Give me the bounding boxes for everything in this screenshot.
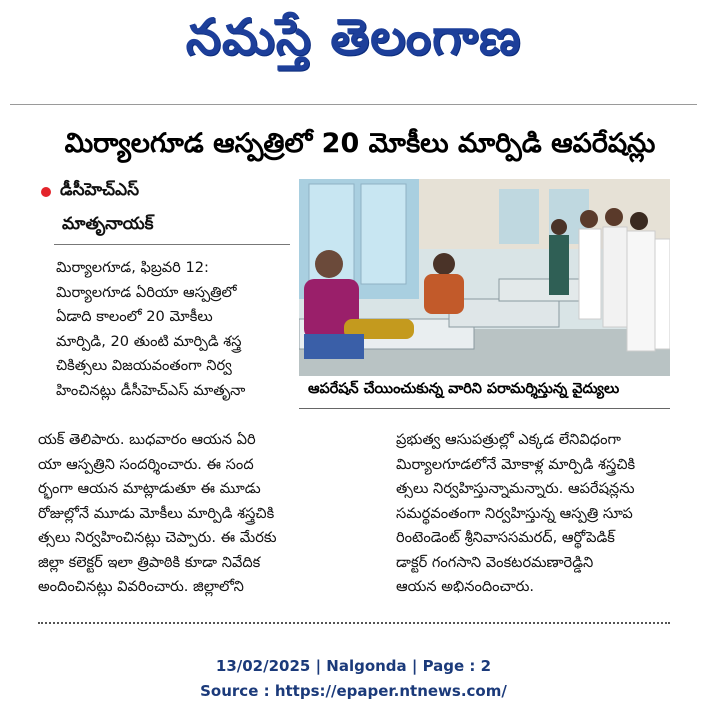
newspaper-masthead: నమస్తే తెలంగాణ [185,8,522,66]
caption-divider [299,408,670,409]
article-body-left-column: యక్ తెలిపారు. బుధవారం ఆయన ఏరి యా ఆస్పత్రిని సందర్శించారు. ఈ సంద ర్భంగా ఆయన మాట్లాడుతూ ఈ మూడు రోజుల్లోనే మూడు మోకీలు మార్పిడి శస్త్రచికి త్సలు నిర్వహించినట్లు చెప్పారు. ఈ మేరకు జిల్లా కలెక్టర్ ఇలా త్రిపాఠికి కూడా నివేదిక అందించినట్లు వివరించారు. జిల్లాలోని [38,431,277,595]
footer-source-link[interactable]: Source : https://epaper.ntnews.com/ [200,682,507,700]
hospital-ward-photo [299,179,670,376]
masthead-divider [10,104,697,105]
article-body-top: మిర్యాలగూడ, ఫిబ్రవరి 12: మిర్యాలగూడ ఏరియా ఆస్పత్రిలో ఏడాది కాలంలో 20 మోకీలు మార్పిడి, 20 తుంటి మార్పిడి శస్త్ర చికిత్సలు విజయవంతంగా నిర్వ హించినట్లు డీసీహెచ్ఎస్ మాతృనా [56,259,246,399]
footer-date-edition: 13/02/2025 | Nalgonda | Page : 2 [215,657,492,675]
photo-caption: ఆపరేషన్ చేయించుకున్న వారిని పరామర్శిస్తున్న వైద్యులు [308,381,620,397]
subhead-name: మాతృనాయక్ [62,214,154,234]
article-body-right-column: ప్రభుత్వ ఆసుపత్రుల్లో ఎక్కడ లేనివిధంగా మిర్యాలగూడలోనే మోకాళ్ల మార్పిడి శస్త్రచికి త్సలు నిర్వహిస్తున్నామన్నారు. ఆపరేషన్లను సమర్థవంతంగా నిర్వహిస్తున్న ఆస్పత్రి సూప రింటెండెంట్ శ్రీనివాససమరద్, ఆర్థోపెడిక్ డాక్టర్ గంగసాని వెంకటరమణారెడ్డిని ఆయన అభినందించారు. [396,431,636,595]
red-bullet-icon [41,187,51,197]
subhead-divider [54,244,290,245]
subhead-designation: డీసీహెచ్ఎస్ [60,180,140,200]
article-headline: మిర్యాలగూడ ఆస్పత్రిలో 20 మోకీలు మార్పిడి ఆపరేషన్లు [64,128,656,159]
page-bottom-divider [38,622,670,624]
